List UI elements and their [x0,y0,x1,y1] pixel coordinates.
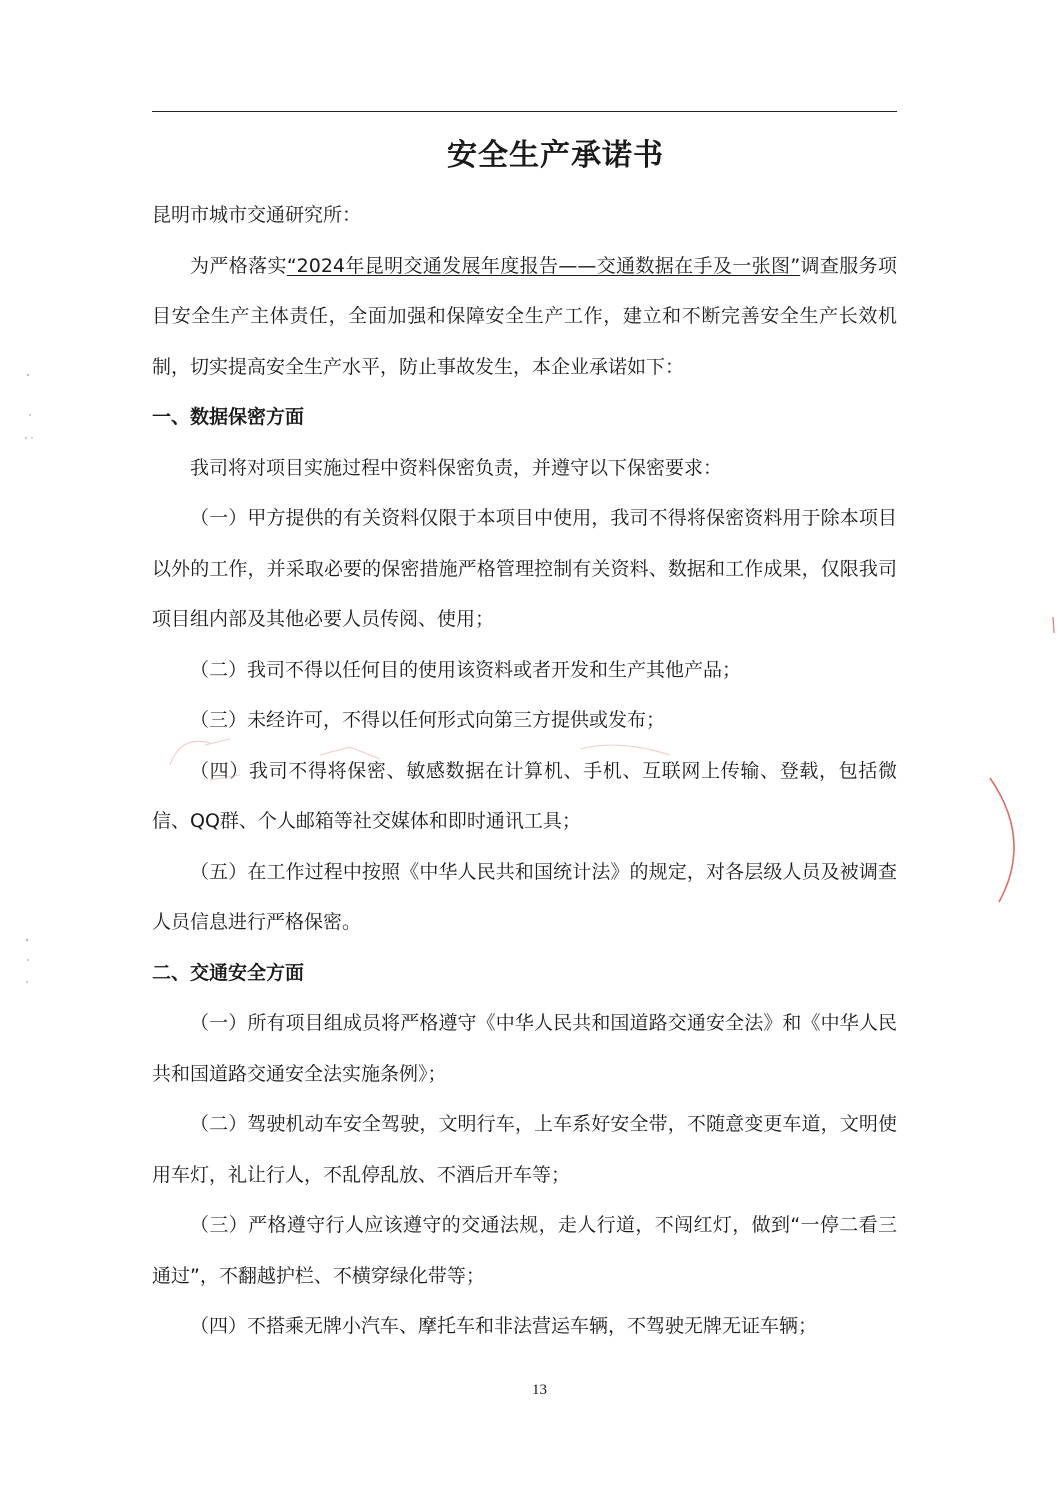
left-margin-specks [18,360,38,1000]
section2-item-1: （一）所有项目组成员将严格遵守《中华人民共和国道路交通安全法》和《中华人民共和国道路交通安全法实施条例》； [152,1012,897,1085]
section1-item-2: （二）我司不得以任何目的使用该资料或者开发和生产其他产品； [190,658,742,681]
section1-item-4: （四）我司不得将保密、敏感数据在计算机、手机、互联网上传输、登载，包括微信、QQ群、个人邮箱等社交媒体和即时通讯工具； [152,759,897,832]
seal-arc-mark [985,770,1030,910]
intro-after: 调查服务项目安全生产主体责任，全面加强和保障安全生产工作，建立和不断完善安全生产长效机制，切实提高安全生产水平，防止事故发生，本企业承诺如下： [152,254,897,378]
intro-paragraph [152,241,897,393]
section1-item-3: （三）未经许可，不得以任何形式向第三方提供或发布； [190,709,666,731]
section1-heading: 一、数据保密方面 [152,406,305,428]
project-name: “2024年昆明交通发展年度报告——交通数据在手及一张图” [286,254,801,277]
intro-before: 为严格落实 [190,254,287,277]
section2-item-2: （二）驾驶机动车安全驾驶，文明行车，上车系好安全带，不随意变更车道，文明使用车灯，礼让行人，不乱停乱放、不酒后开车等； [152,1113,897,1186]
document-title: 安全生产承诺书 [447,138,664,173]
section2-item-3: （三）严格遵守行人应该遵守的交通法规，走人行道，不闯红灯，做到“一停二看三通过”，不翻越护栏、不横穿绿化带等； [152,1214,897,1287]
section2-heading: 二、交通安全方面 [152,961,305,984]
margin-red-tick [1050,615,1058,635]
section2-item-4: （四）不搭乘无牌小汽车、摩托车和非法营运车辆，不驾驶无牌无证车辆； [190,1315,818,1337]
header-rule [152,111,897,112]
recipient-line: 昆明市城市交通研究所： [152,204,362,226]
section1-item-1: （一）甲方提供的有关资料仅限于本项目中使用，我司不得将保密资料用于除本项目以外的工作，并采取必要的保密措施严格管理控制有关资料、数据和工作成果，仅限我司项目组内部及其他必要人员传阅、使用； [152,507,897,630]
page-number: 13 [532,1382,547,1398]
section1-lead: 我司将对项目实施过程中资料保密负责，并遵守以下保密要求： [190,456,723,479]
document-body [152,190,897,1352]
section1-item-5: （五）在工作过程中按照《中华人民共和国统计法》的规定，对各层级人员及被调查人员信息进行严格保密。 [152,860,897,933]
